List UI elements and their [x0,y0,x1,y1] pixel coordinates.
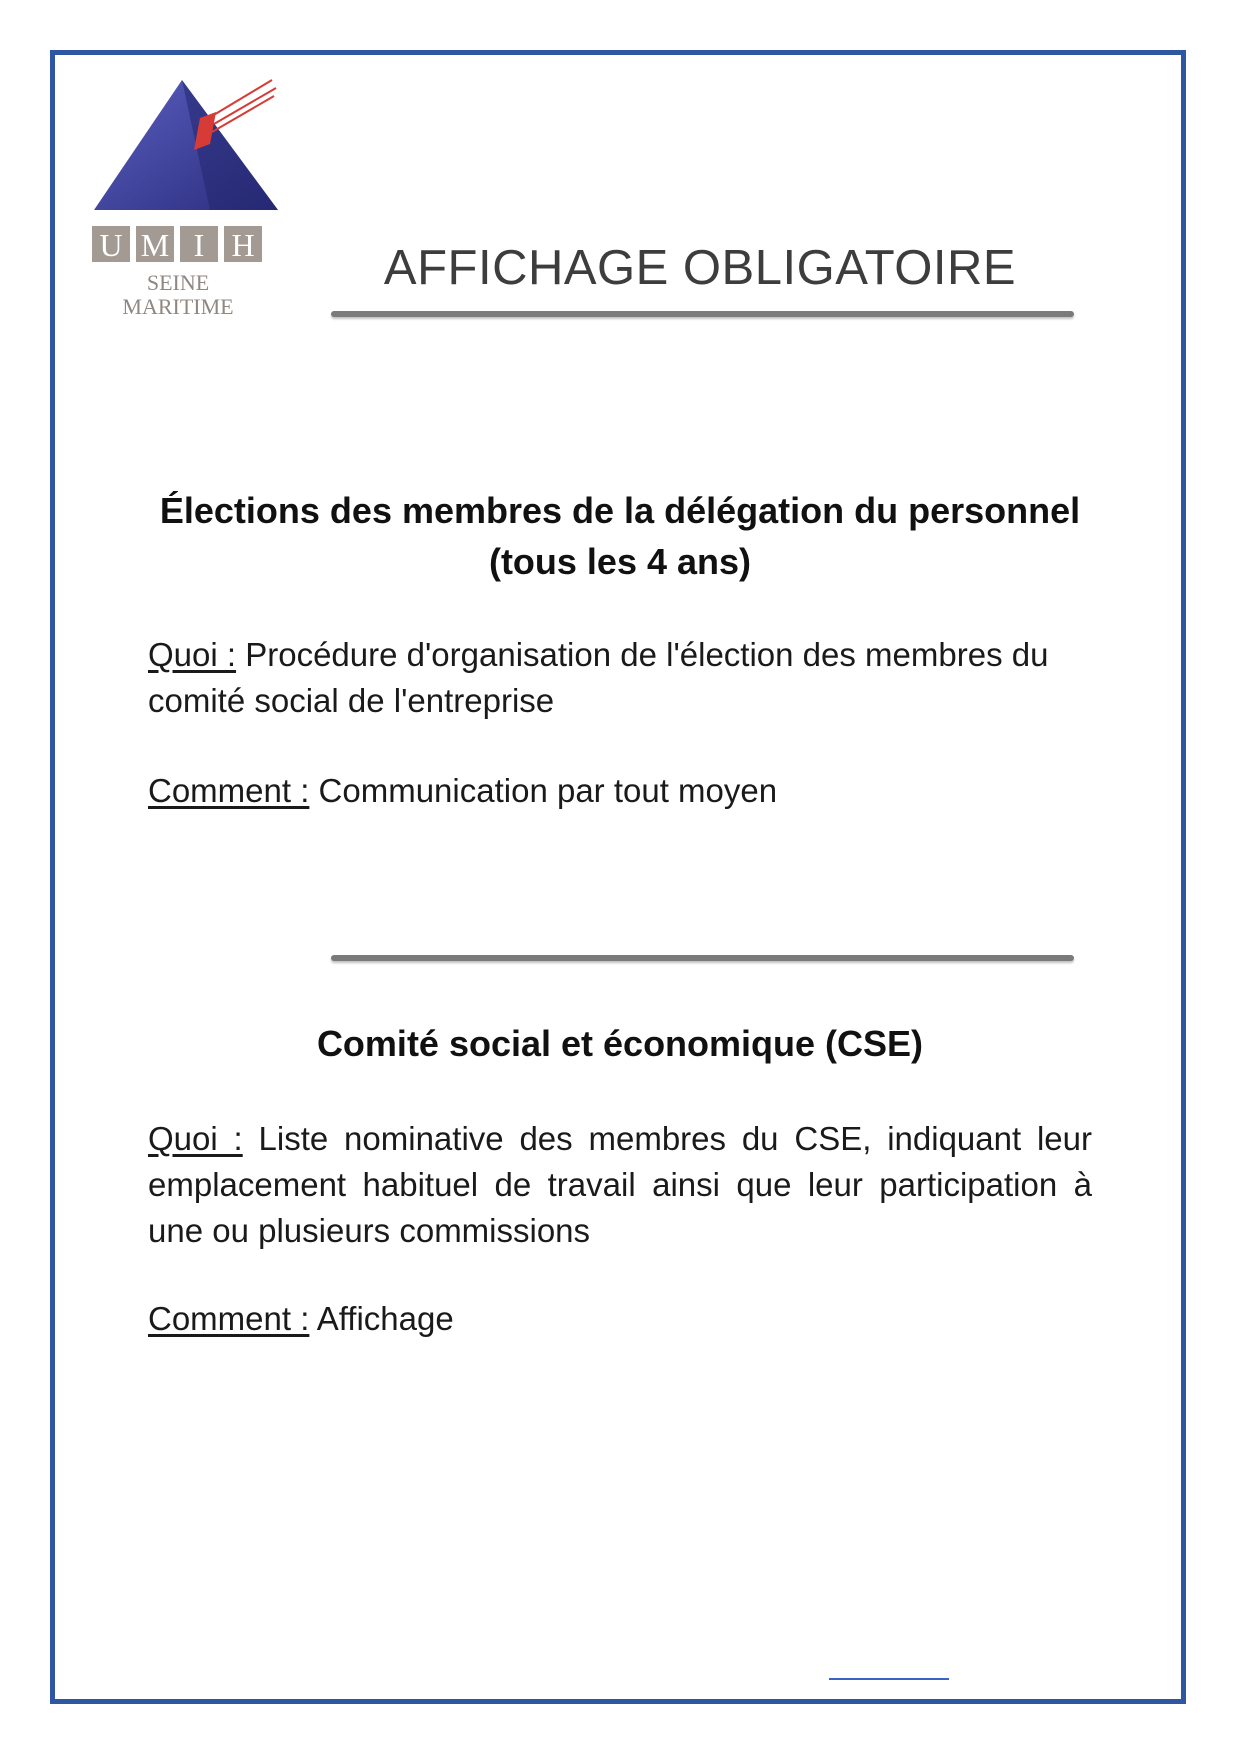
comment-label: Comment : [148,1300,310,1337]
footer-link-underline[interactable] [829,1678,949,1680]
logo-seine-text: SEINE [146,270,210,295]
section-title-elections [148,485,1092,587]
quoi-text: Procédure d'organisation de l'élection des membres du comité social de l'entreprise [148,636,1049,719]
title-divider [331,311,1074,317]
quoi-label: Quoi : [148,636,237,673]
logo-letter-u: U [99,227,123,263]
section-title-cse: Comité social et économique (CSE) [316,1023,924,1064]
logo-letter-h: H [231,227,255,263]
comment-text: Communication par tout moyen [309,772,778,809]
quoi-label: Quoi : [148,1120,243,1157]
page-title: AFFICHAGE OBLIGATOIRE [383,241,1017,295]
quoi-text: Liste nominative des membres du CSE, indiquant leur emplacement habituel de travail ainsi que leur participation à une ou plusieurs commissions [148,1120,1093,1249]
section-subtitle-line: (tous les 4 ans) [488,541,752,582]
comment-label: Comment : [148,772,310,809]
umih-logo [90,78,290,328]
section-divider [331,955,1074,961]
comment-text: Affichage [309,1300,454,1337]
elections-comment [148,768,1092,814]
elections-quoi [148,632,1092,724]
logo-letter-i: I [193,227,205,263]
logo-letter-m: M [140,227,170,263]
cse-comment [148,1296,1092,1342]
cse-quoi [148,1116,1092,1254]
section-title-line: Élections des membres de la délégation du personnel [159,490,1081,531]
logo-maritime-text: MARITIME [122,294,234,319]
